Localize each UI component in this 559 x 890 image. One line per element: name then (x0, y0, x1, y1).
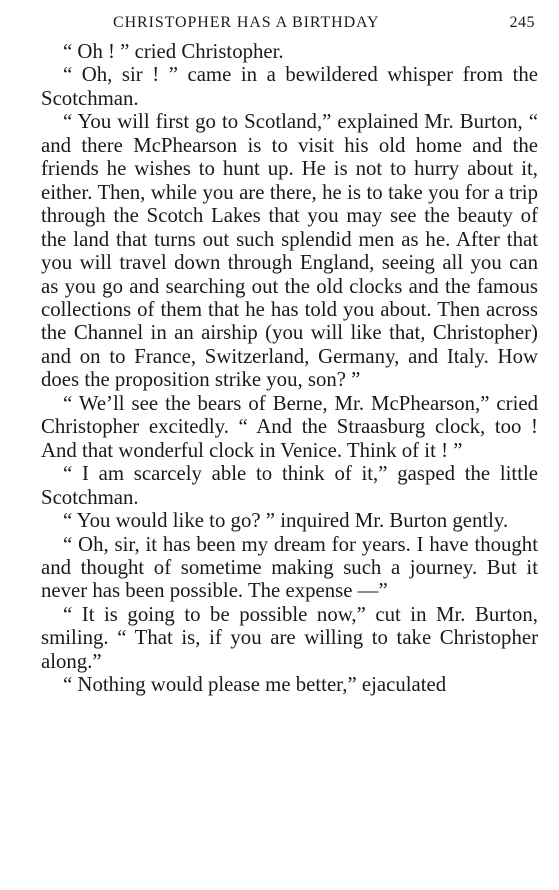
paragraph: “ You will first go to Scotland,” explained Mr. Burton, “ and there McPhearson is to visit his old home and the friends he wishes to hunt up. He is not to hurry about it, either. Then, while you are there, he is to take you for a trip through the Scotch Lakes that you may see the beauty of the land that turns out such splendid men as he. After that you will travel down through England, seeing all you can as you go and searching out the old clocks and the famous collections of them that he has told you about. Then across the Channel in an airship (you will like that, Christopher) and on to France, Switzerland, Germany, and Italy. How does the proposition strike you, son? ” (41, 110, 538, 392)
paragraph: “ Oh ! ” cried Christopher. (63, 40, 284, 63)
running-header (41, 10, 538, 40)
paragraph: “ We’ll see the bears of Berne, Mr. McPhearson,” cried Christopher excitedly. “ And the Straasburg clock, too ! And that wonderful clock in Venice. Think of it ! ” (41, 391, 538, 462)
page-number: 245 (509, 14, 535, 31)
paragraph: “ You would like to go? ” inquired Mr. Burton gently. (63, 509, 509, 533)
book-page (41, 10, 538, 880)
body-text (41, 40, 538, 697)
paragraph: “ Oh, sir ! ” came in a bewildered whisper from the Scotchman. (41, 63, 538, 110)
paragraph: “ I am scarcely able to think of it,” gasped the little Scotchman. (41, 462, 538, 509)
chapter-title: CHRISTOPHER HAS A BIRTHDAY (113, 14, 380, 31)
paragraph: “ Oh, sir, it has been my dream for years. I have thought and thought of sometime making such a journey. But it never has been possible. The expense —” (41, 532, 538, 603)
paragraph: “ It is going to be possible now,” cut in Mr. Burton, smiling. “ That is, if you are willing to take Christopher along.” (41, 602, 538, 673)
paragraph: “ Nothing would please me better,” ejaculated (63, 673, 447, 697)
